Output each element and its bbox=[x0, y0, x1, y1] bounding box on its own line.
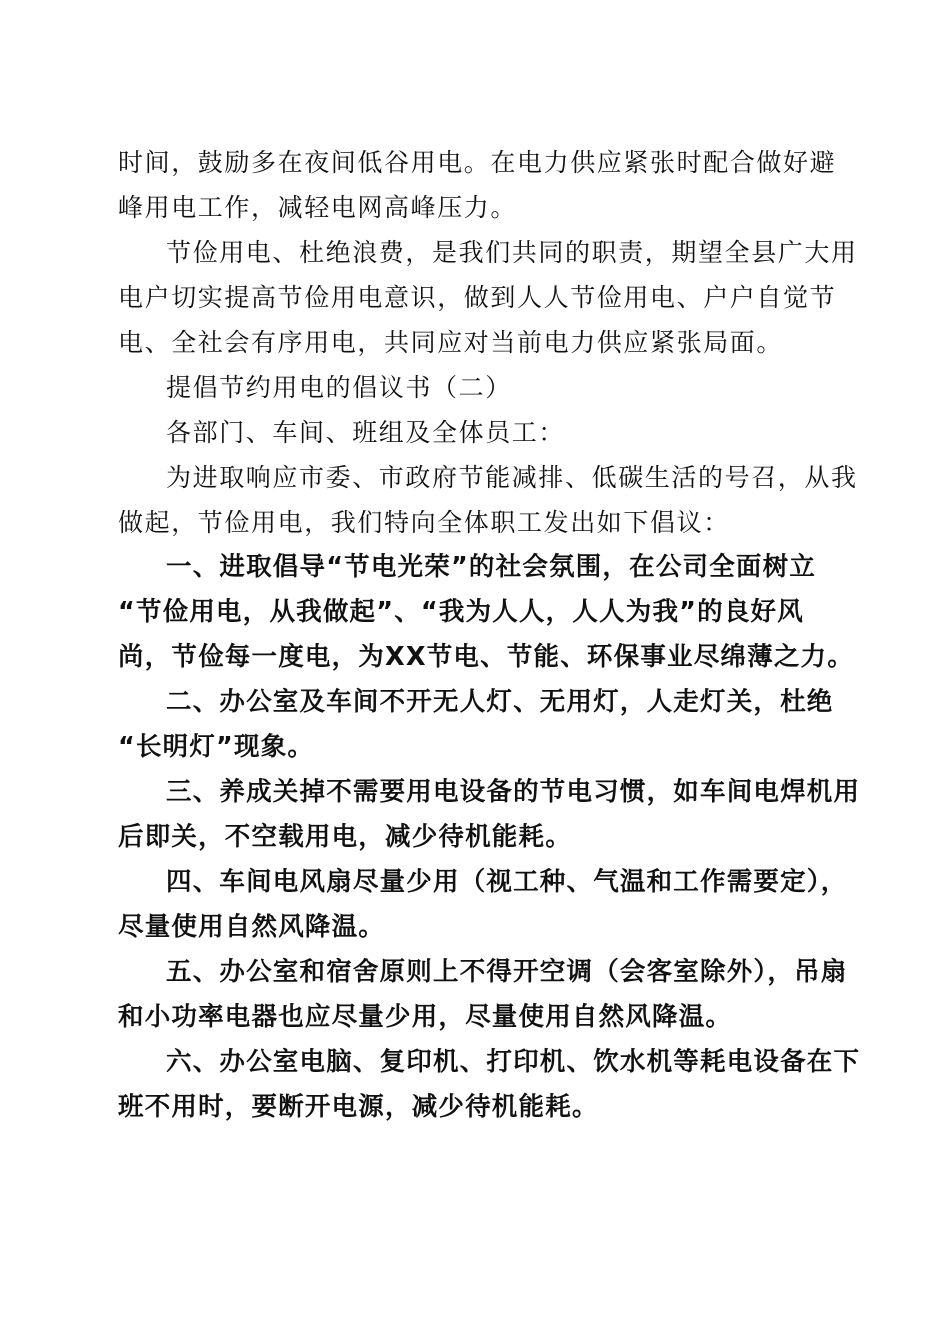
text-line: 节俭用电、杜绝浪费，是我们共同的职责，期望全县广大用 bbox=[166, 238, 858, 267]
proposal-item-5 bbox=[118, 950, 848, 1040]
text-line: 峰用电工作，减轻电网高峰压力。 bbox=[118, 193, 518, 222]
text-line: 五、办公室和宿舍原则上不得开空调（会客室除外），吊扇 bbox=[166, 957, 848, 987]
text-line: 尽量使用自然风降温。 bbox=[118, 912, 386, 942]
salutation bbox=[118, 410, 824, 455]
text-line: 四、车间电风扇尽量少用（视工种、气温和工作需要定）， bbox=[166, 867, 848, 897]
proposal-item-1 bbox=[118, 545, 854, 680]
text-line: 电、全社会有序用电，共同应对当前电力供应紧张局面。 bbox=[118, 328, 784, 357]
text-line: 后即关，不空载用电，减少待机能耗。 bbox=[118, 822, 572, 852]
text-line: 时间，鼓励多在夜间低谷用电。在电力供应紧张时配合做好避 bbox=[118, 148, 837, 177]
paragraph-intro bbox=[118, 455, 858, 545]
text-line: 二、办公室及车间不开无人灯、无用灯，人走灯关，杜绝 bbox=[166, 687, 834, 717]
section-title bbox=[118, 365, 824, 410]
text-line: 提倡节约用电的倡议书（二） bbox=[166, 373, 512, 402]
text-line: 各部门、车间、班组及全体员工： bbox=[166, 418, 566, 447]
text-line: 六、办公室电脑、复印机、打印机、饮水机等耗电设备在下 bbox=[166, 1047, 861, 1077]
text-line: 尚，节俭每一度电，为XX节电、节能、环保事业尽绵薄之力。 bbox=[118, 642, 854, 672]
text-line: 和小功率电器也应尽量少用，尽量使用自然风降温。 bbox=[118, 1002, 733, 1032]
text-line: 班不用时，要断开电源，减少待机能耗。 bbox=[118, 1092, 599, 1122]
proposal-item-2 bbox=[118, 680, 834, 770]
text-line: 为进取响应市委、市政府节能减排、低碳生活的号召，从我 bbox=[166, 463, 858, 492]
paragraph-continuation bbox=[118, 140, 837, 230]
text-line: 做起，节俭用电，我们特向全体职工发出如下倡议： bbox=[118, 508, 730, 537]
text-line: 一、进取倡导“节电光荣”的社会氛围，在公司全面树立 bbox=[166, 552, 817, 582]
text-line: “长明灯”现象。 bbox=[118, 732, 315, 762]
proposal-item-4 bbox=[118, 860, 848, 950]
text-line: 电户切实提高节俭用电意识，做到人人节俭用电、户户自觉节 bbox=[118, 283, 837, 312]
proposal-item-3 bbox=[118, 770, 861, 860]
proposal-item-6 bbox=[118, 1040, 861, 1130]
text-line: “节俭用电，从我做起”、“我为人人，人人为我”的良好风 bbox=[118, 597, 804, 627]
text-line: 三、养成关掉不需要用电设备的节电习惯，如车间电焊机用 bbox=[166, 777, 861, 807]
paragraph-conservation-duty bbox=[118, 230, 858, 365]
